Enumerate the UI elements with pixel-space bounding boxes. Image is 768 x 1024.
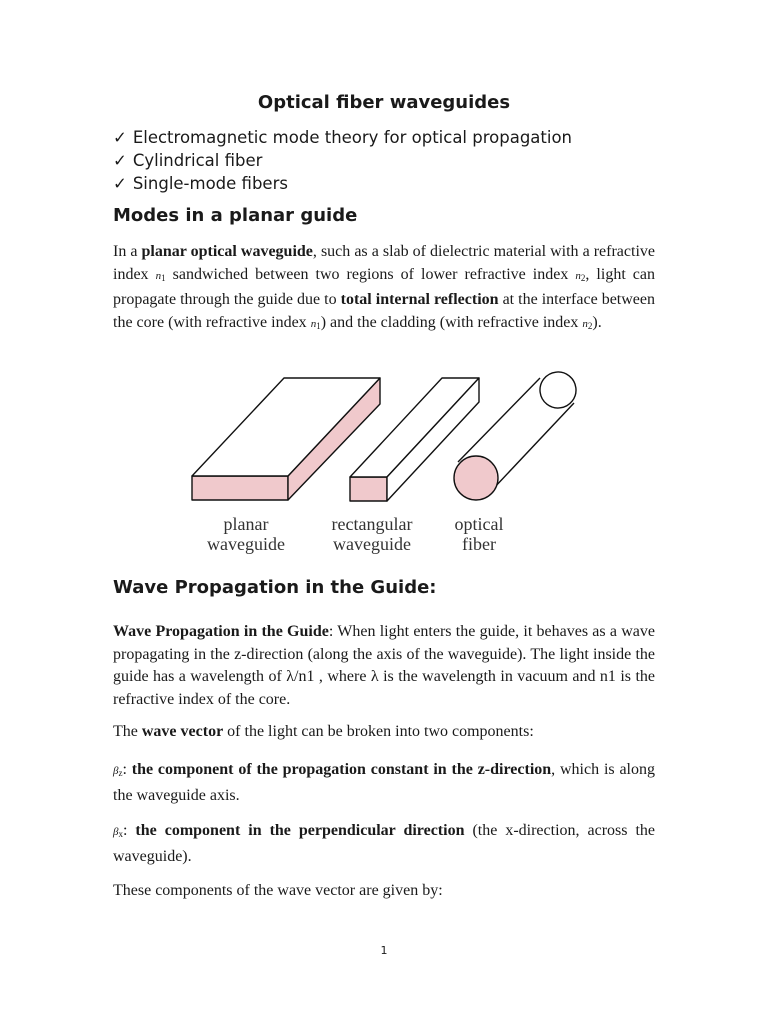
planar-label-line2: waveguide	[207, 534, 285, 554]
planar-slab-front-face	[192, 476, 288, 500]
section-heading-wave-propagation: Wave Propagation in the Guide:	[113, 577, 437, 598]
beta-z-paragraph: $\beta_z$: the component of the propagation constant in the z-direction, which is along the waveguide axis.	[113, 761, 655, 804]
waveguide-types-figure	[188, 370, 580, 560]
fiber-cylinder-near-end	[454, 456, 498, 500]
components-intro-paragraph: These components of the wave vector are given by:	[113, 882, 443, 899]
rect-label-line2: waveguide	[333, 534, 411, 554]
fiber-label-line1: optical	[454, 514, 504, 534]
beta-x-paragraph: $\beta_x$: the component in the perpendicular direction (the x-direction, across the waveguide).	[113, 822, 655, 865]
page-number: 1	[380, 944, 388, 957]
planar-label-line1: planar	[223, 514, 269, 534]
n2-symbol: $n_2$	[582, 317, 593, 331]
page-title: Optical fiber waveguides	[257, 92, 511, 113]
topic-checklist	[113, 126, 572, 195]
checklist-item: ✓ Electromagnetic mode theory for optical propagation	[113, 128, 573, 147]
n1-symbol: $n_1$	[310, 317, 321, 331]
n1-symbol: $n_1$	[155, 269, 166, 283]
checklist-item: ✓ Cylindrical fiber	[113, 151, 263, 170]
rect-guide-front-face	[350, 477, 387, 501]
planar-guide-paragraph: In a planar optical waveguide, such as a slab of dielectric material with a refractive index $n_1$ sandwiched between two regions of lower refractive index $n_2$, light can propagate through the guide due to total internal reflection at the interface between the core (with refractive index $n_1$) and the cladding (with refractive index $n_2$).	[113, 243, 655, 331]
checklist-item: ✓ Single-mode fibers	[113, 174, 288, 193]
wave-propagation-paragraph: Wave Propagation in the Guide: When light enters the guide, it behaves as a wave propagating in the z-direction (along the axis of the waveguide). The light inside the guide has a wavelength of λ/n1 , where λ is the wavelength in vacuum and n1 is the refractive index of the core.	[113, 623, 655, 708]
checkmark-icon: ✓	[113, 174, 127, 193]
fiber-cylinder-edge-bottom	[493, 403, 574, 489]
checkmark-icon: ✓	[113, 151, 127, 170]
beta-x-symbol: $\beta_x$	[113, 826, 123, 839]
fiber-label-line2: fiber	[462, 534, 496, 554]
fiber-cylinder-far-end	[533, 370, 580, 415]
rect-label-line1: rectangular	[331, 514, 413, 534]
beta-z-symbol: $\beta_z$	[113, 765, 123, 778]
wave-vector-paragraph: The wave vector of the light can be broken into two components:	[113, 723, 534, 740]
section-heading-planar-modes: Modes in a planar guide	[113, 205, 358, 226]
checkmark-icon: ✓	[113, 128, 127, 147]
n2-symbol: $n_2$	[575, 269, 586, 283]
